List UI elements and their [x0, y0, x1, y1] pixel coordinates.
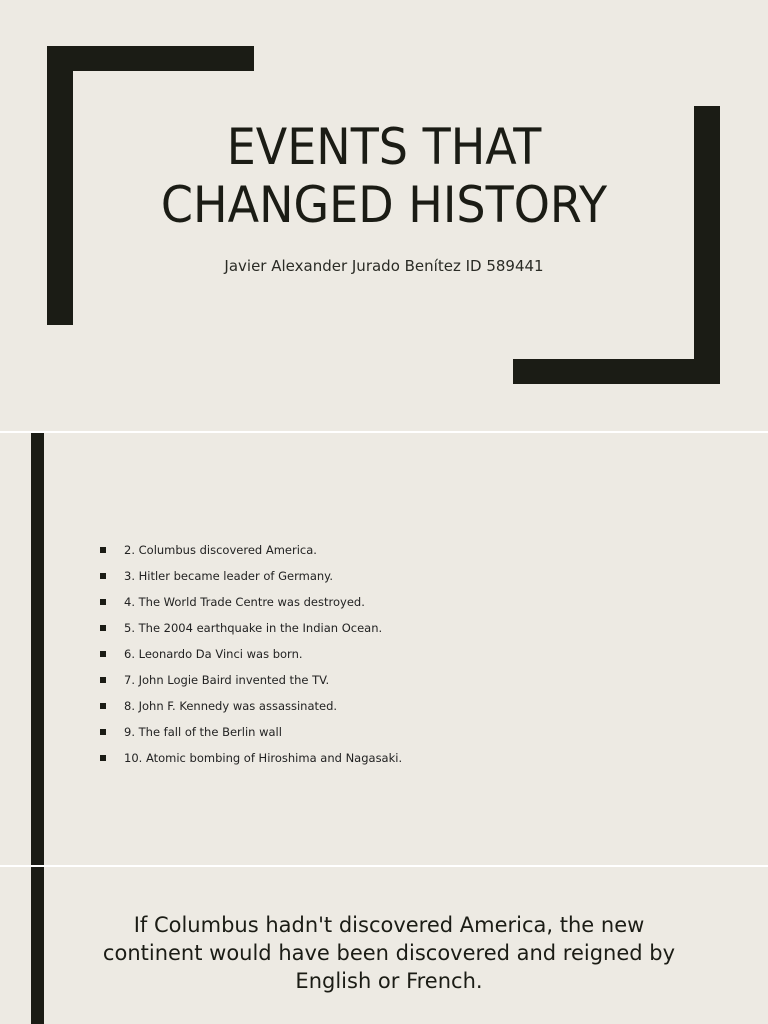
corner-frame-bottom-right-horizontal [513, 359, 720, 384]
list-item [100, 745, 402, 771]
list-item [100, 693, 402, 719]
list-item [100, 589, 402, 615]
bullet-square-icon [100, 729, 106, 735]
list-slide [0, 433, 768, 865]
list-item-text: 3. Hitler became leader of Germany. [124, 569, 333, 583]
list-item-text: 4. The World Trade Centre was destroyed. [124, 595, 365, 609]
list-item-text: 7. John Logie Baird invented the TV. [124, 673, 330, 687]
corner-frame-top-left-horizontal [47, 46, 254, 71]
corner-frame-top-left-vertical [47, 46, 73, 325]
bullet-square-icon [100, 547, 106, 553]
content-slide [0, 867, 768, 1024]
globe-image [360, 1013, 470, 1024]
slide-title-line-1: EVENTS THAT [226, 118, 542, 176]
bullet-square-icon [100, 755, 106, 761]
list-item-text: 9. The fall of the Berlin wall [124, 725, 282, 739]
bullet-square-icon [100, 651, 106, 657]
slide-paragraph: If Columbus hadn't discovered America, the new continent would have been discovered and reigned by English or French. [102, 913, 676, 993]
bullet-square-icon [100, 703, 106, 709]
left-accent-bar [31, 867, 44, 1024]
bullet-square-icon [100, 599, 106, 605]
list-item-text: 8. John F. Kennedy was assassinated. [124, 699, 338, 713]
slide-subtitle: Javier Alexander Jurado Benítez ID 589441 [224, 257, 544, 275]
slide-title [108, 118, 660, 234]
list-item [100, 537, 402, 563]
bullet-square-icon [100, 573, 106, 579]
list-item-text: 2. Columbus discovered America. [124, 543, 317, 557]
list-item [100, 563, 402, 589]
corner-frame-bottom-right-vertical [694, 106, 720, 384]
list-item [100, 615, 402, 641]
list-item-text: 5. The 2004 earthquake in the Indian Ocean. [124, 621, 383, 635]
bullet-square-icon [100, 625, 106, 631]
list-item-text: 10. Atomic bombing of Hiroshima and Nagasaki. [124, 751, 403, 765]
left-accent-bar [31, 433, 44, 865]
list-item [100, 667, 402, 693]
list-item-text: 6. Leonardo Da Vinci was born. [124, 647, 303, 661]
title-slide [0, 0, 768, 431]
list-item [100, 719, 402, 745]
bullet-square-icon [100, 677, 106, 683]
slide-title-line-2: CHANGED HISTORY [160, 176, 608, 234]
events-list [100, 537, 402, 771]
list-item [100, 641, 402, 667]
